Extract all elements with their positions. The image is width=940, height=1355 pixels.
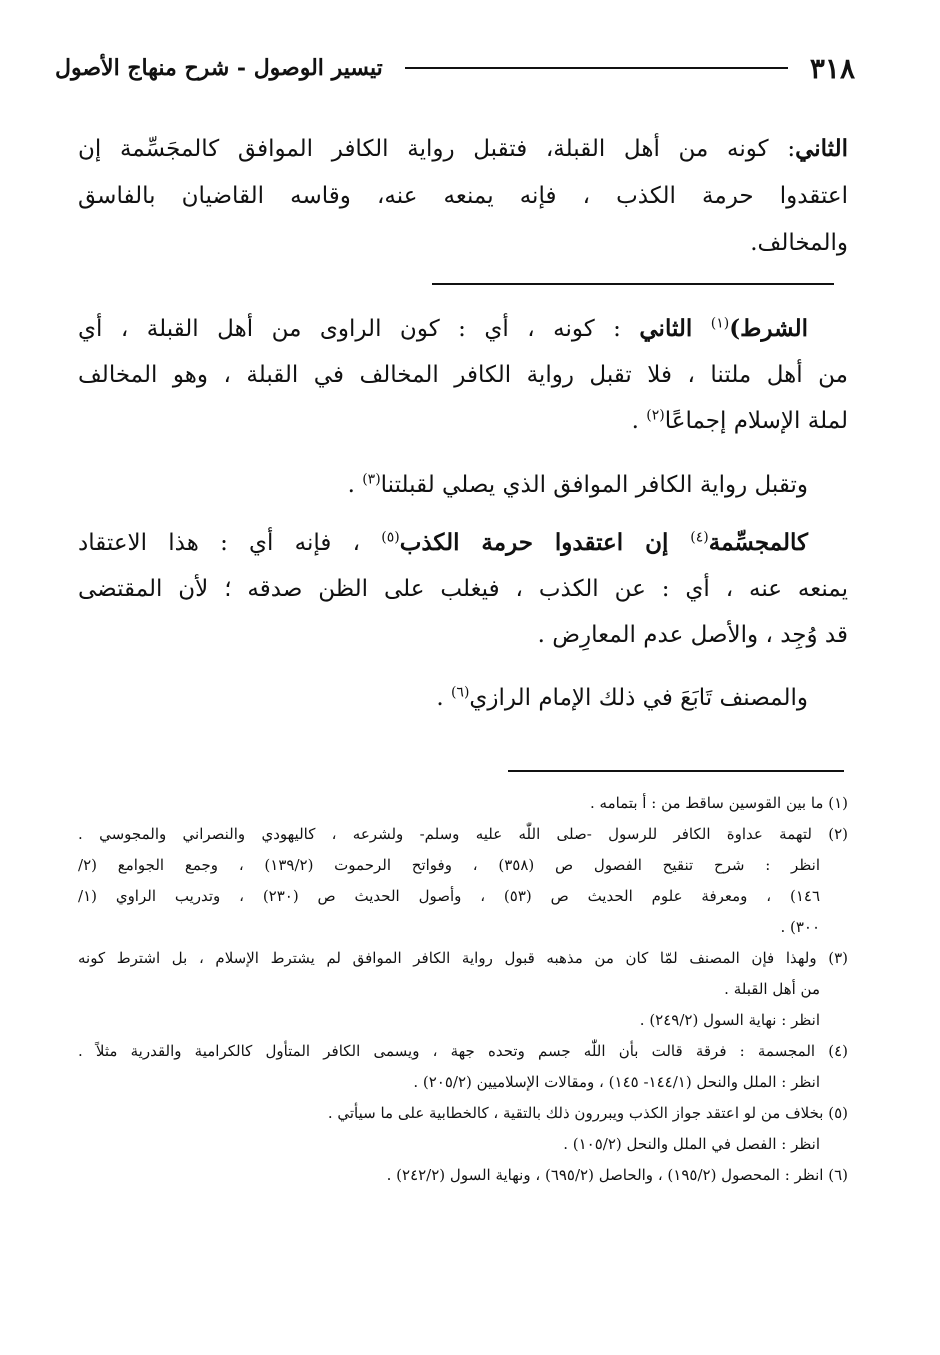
header-rule [405, 67, 788, 69]
sharh-line [78, 675, 848, 721]
footnote-5: (٥) بخلاف من لو اعتقد جواز الكذب ويبررون ذلك بالتقية ، كالخطابية على ما سيأتي . [327, 1104, 848, 1122]
footnote-4: (٤) المجسمة : فرقة قالت بأن اللّٰه جسم وتحده جهة ، ويسمى الكافر المتأول كالكرامية والقدرية مثلاً . [78, 1042, 848, 1060]
footnote-ref[interactable]: (٦) [450, 684, 470, 701]
footnote-2-line: ١٤٦) ، ومعرفة علوم الحديث ص (٥٣) ، وأصول الحديث ص (٢٣٠) ، وتدريب الراوي (١/ [78, 887, 820, 905]
sharh-line: يمنعه عنه ، أي : عن الكذب ، فيغلب على الظن صدقه ؛ لأن المقتضى [78, 576, 848, 602]
sharh-paragraph [78, 520, 848, 658]
footnote-4-line: انظر : الملل والنحل (١٤٤/١- ١٤٥) ، ومقالات الإسلاميين (٢٠٥/٢) . [413, 1073, 820, 1091]
matn-divider [432, 283, 834, 285]
footnote-2-line: انظر : شرح تنقيح الفصول ص (٣٥٨) ، وفواتح الرحموت (١٣٩/٢) ، وجمع الجوامع (٢/ [78, 856, 820, 874]
sharh-line: من أهل ملتنا ، فلا تقبل رواية الكافر المخالف في القبلة ، وهو المخالف [78, 362, 848, 388]
sharh-line-text: ، فإنه أي : هذا الاعتقاد [78, 530, 382, 556]
footnote-3: (٣) ولهذا فإن المصنف لمّا كان من مذهبه قبول رواية الكافر الموافق لم يشترط الإسلام ، بل اشترط كونه [78, 949, 848, 967]
matn-line-text: : كونه من أهل القبلة، فتقبل رواية الكافر الموافق كالمجَسِّمة إن [78, 136, 796, 162]
footnotes [78, 788, 848, 1191]
sharh-line-end: . [631, 408, 647, 434]
sharh-line-end: . [436, 685, 451, 711]
sharh-paragraph [78, 462, 848, 508]
sharh-line [78, 306, 848, 352]
sharh-lead: كالمجسِّمة [708, 529, 808, 556]
footnote-3-line: انظر : نهاية السول (٢٤٩/٢) . [639, 1011, 820, 1029]
footnote-2-line: ٣٠٠) . [780, 918, 820, 936]
footnote-5-line: انظر : الفصل في الملل والنحل (١٠٥/٢) . [563, 1135, 820, 1153]
sharh-line [78, 398, 848, 444]
page-number: ٣١٨ [809, 51, 855, 85]
running-title: تيسير الوصول - شرح منهاج الأصول [55, 55, 383, 81]
sharh-line-text: لملة الإسلام إجماعًا [664, 408, 848, 434]
footnote-ref[interactable]: (٣) [362, 471, 381, 488]
footnote-ref[interactable]: (٥) [381, 529, 400, 546]
sharh-line: قد وُجِد ، والأصل عدم المعارِض . [537, 622, 848, 648]
page-header [55, 48, 855, 88]
footnote-divider [508, 770, 844, 772]
matn-lead: الثاني [795, 135, 848, 162]
footnote-3-line: من أهل القبلة . [724, 980, 820, 998]
matn-line: اعتقدوا حرمة الكذب ، فإنه يمنعه عنه، وقاسه القاضيان بالفاسق [78, 183, 848, 209]
sharh-lead: الثاني [639, 315, 693, 342]
sharh-lead: إن اعتقدوا حرمة الكذب [399, 529, 691, 556]
footnote-ref[interactable]: (٤) [690, 529, 709, 546]
sharh-line-end: . [347, 472, 363, 498]
footnote-ref[interactable]: (١) [710, 315, 730, 332]
sharh-lead: الشرط) [729, 315, 809, 342]
footnote-6: (٦) انظر : المحصول (١٩٥/٢) ، والحاصل (٦٩٥/٢) ، ونهاية السول (٢٤٢/٢) . [386, 1166, 848, 1184]
matn-text [78, 125, 848, 267]
matn-line [78, 125, 848, 173]
sharh-line-text: وتقبل رواية الكافر الموافق الذي يصلي لقبلتنا [380, 472, 808, 498]
footnote-2: (٢) لتهمة عداوة الكافر للرسول -صلى اللّٰه عليه وسلم- ولشرعه ، كاليهودي والنصراني والمجوسي . [78, 825, 848, 843]
footnote-1: (١) ما بين القوسين ساقط من : أ بتمامه . [589, 794, 848, 812]
matn-line: والمخالف. [750, 230, 848, 256]
sharh-paragraph [78, 675, 848, 721]
sharh-paragraph [78, 306, 848, 444]
sharh-line [78, 520, 848, 566]
sharh-line-text: : كونه ، أي : كون الراوى من أهل القبلة ، أي [78, 316, 621, 342]
footnote-ref[interactable]: (٢) [646, 407, 665, 424]
sharh-line [78, 462, 848, 508]
sharh-line-text: والمصنف تَابَعَ في ذلك الإمام الرازي [469, 685, 808, 711]
